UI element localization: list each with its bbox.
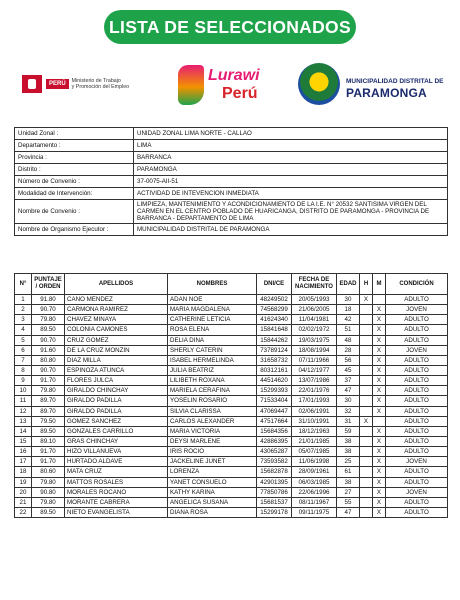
cell-apellidos: HURTADO ALDAVE	[65, 457, 168, 467]
cell-nombres: MARIA MAGDALENA	[168, 305, 257, 315]
cell-n: 6	[15, 345, 32, 355]
cell-nombres: KATHY KARINA	[168, 487, 257, 497]
cell-h: X	[360, 416, 373, 426]
cell-edad: 38	[337, 436, 360, 446]
ministry-logo	[22, 75, 129, 93]
table-row	[15, 305, 448, 315]
cell-nombres: LILIBETH ROXANA	[168, 376, 257, 386]
municipality-logo	[298, 63, 448, 113]
cell-dni: 74568299	[257, 305, 292, 315]
cell-h	[360, 447, 373, 457]
cell-nombres: ADAN NOE	[168, 295, 257, 305]
cell-fecha: 17/01/1993	[292, 396, 337, 406]
info-row	[15, 140, 448, 152]
cell-edad: 45	[337, 365, 360, 375]
info-label: Nombre de Organismo Ejecutor :	[15, 224, 134, 236]
cell-m: X	[373, 426, 386, 436]
cell-nombres: DEYSI MARLENE	[168, 436, 257, 446]
logo-banner	[0, 55, 460, 120]
cell-apellidos: MORALES ROCANO	[65, 487, 168, 497]
cell-m: X	[373, 467, 386, 477]
cell-nombres: IRIS ROCIO	[168, 447, 257, 457]
cell-puntaje: 90.80	[32, 487, 65, 497]
cell-apellidos: CARMONA RAMIREZ	[65, 305, 168, 315]
cell-n: 2	[15, 305, 32, 315]
cell-condicion: ADULTO	[386, 355, 448, 365]
cell-n: 11	[15, 396, 32, 406]
cell-nombres: DELIA DINA	[168, 335, 257, 345]
cell-n: 3	[15, 315, 32, 325]
cell-puntaje: 80.80	[32, 355, 65, 365]
info-value: BARRANCA	[134, 152, 448, 164]
cell-puntaje: 79.80	[32, 497, 65, 507]
cell-dni: 41624340	[257, 315, 292, 325]
cell-edad: 48	[337, 335, 360, 345]
cell-condicion: ADULTO	[386, 436, 448, 446]
cell-fecha: 18/08/1994	[292, 345, 337, 355]
cell-h	[360, 426, 373, 436]
cell-apellidos: MATTOS ROSALES	[65, 477, 168, 487]
cell-h	[360, 477, 373, 487]
table-row	[15, 386, 448, 396]
cell-edad: 55	[337, 497, 360, 507]
cell-edad: 42	[337, 315, 360, 325]
cell-condicion: JOVEN	[386, 457, 448, 467]
cell-dni: 42886395	[257, 436, 292, 446]
info-label: Nombre de Convenio :	[15, 200, 134, 224]
cell-m: X	[373, 345, 386, 355]
cell-m: X	[373, 507, 386, 517]
info-value: ACTIVIDAD DE INTEVENCION INMEDIATA	[134, 188, 448, 200]
cell-h	[360, 305, 373, 315]
table-row	[15, 416, 448, 426]
cell-apellidos: MORANTE CABRERA	[65, 497, 168, 507]
info-row	[15, 176, 448, 188]
table-row	[15, 497, 448, 507]
table-row	[15, 355, 448, 365]
cell-edad: 28	[337, 345, 360, 355]
cell-h	[360, 436, 373, 446]
cell-fecha: 21/06/2005	[292, 305, 337, 315]
cell-apellidos: DE LA CRUZ MONZIN	[65, 345, 168, 355]
cell-nombres: ANGELICA SUSANA	[168, 497, 257, 507]
info-label: Departamento :	[15, 140, 134, 152]
cell-condicion: ADULTO	[386, 335, 448, 345]
cell-puntaje: 89.10	[32, 436, 65, 446]
cell-edad: 38	[337, 447, 360, 457]
cell-fecha: 08/11/1967	[292, 497, 337, 507]
cell-condicion: ADULTO	[386, 477, 448, 487]
cell-n: 9	[15, 376, 32, 386]
cell-edad: 30	[337, 295, 360, 305]
cell-fecha: 31/10/1991	[292, 416, 337, 426]
cell-dni: 47517664	[257, 416, 292, 426]
cell-puntaje: 90.70	[32, 365, 65, 375]
table-row	[15, 467, 448, 477]
cell-nombres: MARIA VICTORIA	[168, 426, 257, 436]
cell-n: 19	[15, 477, 32, 487]
cell-h	[360, 335, 373, 345]
col-edad: EDAD	[337, 274, 360, 295]
cell-m: X	[373, 305, 386, 315]
cell-dni: 15682878	[257, 467, 292, 477]
info-value: PARAMONGA	[134, 164, 448, 176]
table-row	[15, 295, 448, 305]
cell-fecha: 11/04/1981	[292, 315, 337, 325]
cell-fecha: 06/03/1985	[292, 477, 337, 487]
table-row	[15, 477, 448, 487]
cell-nombres: YOSELIN ROSARIO	[168, 396, 257, 406]
cell-h	[360, 365, 373, 375]
cell-puntaje: 79.80	[32, 477, 65, 487]
cell-dni: 73789124	[257, 345, 292, 355]
cell-n: 20	[15, 487, 32, 497]
cell-n: 21	[15, 497, 32, 507]
cell-fecha: 19/03/1975	[292, 335, 337, 345]
cell-m: X	[373, 325, 386, 335]
cell-m: X	[373, 315, 386, 325]
cell-condicion: ADULTO	[386, 497, 448, 507]
cell-fecha: 28/09/1961	[292, 467, 337, 477]
cell-dni: 15299178	[257, 507, 292, 517]
ministry-name: Ministerio de Trabajo y Promoción del Empleo	[71, 77, 130, 90]
cell-condicion: ADULTO	[386, 376, 448, 386]
cell-edad: 25	[337, 457, 360, 467]
cell-puntaje: 90.70	[32, 305, 65, 315]
info-value: 37-0075-AII-51	[134, 176, 448, 188]
cell-condicion: ADULTO	[386, 386, 448, 396]
cell-n: 13	[15, 416, 32, 426]
table-row	[15, 426, 448, 436]
cell-condicion: ADULTO	[386, 396, 448, 406]
cell-n: 15	[15, 436, 32, 446]
cell-puntaje: 80.60	[32, 467, 65, 477]
cell-apellidos: GIRALDO PADILLA	[65, 406, 168, 416]
cell-edad: 32	[337, 406, 360, 416]
table-row	[15, 396, 448, 406]
cell-fecha: 22/01/1976	[292, 386, 337, 396]
cell-n: 4	[15, 325, 32, 335]
cell-h	[360, 467, 373, 477]
cell-puntaje: 89.70	[32, 406, 65, 416]
cell-fecha: 18/12/1963	[292, 426, 337, 436]
table-row	[15, 325, 448, 335]
info-row	[15, 128, 448, 140]
cell-dni: 42901395	[257, 477, 292, 487]
table-row	[15, 365, 448, 375]
col-n: N°	[15, 274, 32, 295]
peru-shield-icon	[22, 75, 42, 93]
cell-h	[360, 355, 373, 365]
cell-apellidos: NIETO EVANGELISTA	[65, 507, 168, 517]
info-label: Unidad Zonal :	[15, 128, 134, 140]
cell-h	[360, 396, 373, 406]
cell-n: 22	[15, 507, 32, 517]
cell-edad: 51	[337, 325, 360, 335]
cell-puntaje: 91.80	[32, 295, 65, 305]
cell-h	[360, 345, 373, 355]
cell-puntaje: 89.70	[32, 396, 65, 406]
cell-fecha: 02/02/1972	[292, 325, 337, 335]
cell-nombres: YANET CONSUELO	[168, 477, 257, 487]
cell-fecha: 04/12/1977	[292, 365, 337, 375]
info-label: Número de Convenio :	[15, 176, 134, 188]
cell-apellidos: HIZO VILLANUEVA	[65, 447, 168, 457]
cell-nombres: SILVIA CLARISSA	[168, 406, 257, 416]
cell-nombres: CARLOS ALEXANDER	[168, 416, 257, 426]
cell-condicion: ADULTO	[386, 426, 448, 436]
cell-puntaje: 89.50	[32, 325, 65, 335]
cell-condicion: ADULTO	[386, 507, 448, 517]
cell-condicion: ADULTO	[386, 406, 448, 416]
info-value: LIMPIEZA, MANTENIMIENTO Y ACONDICIONAMIENTO DE LA I.E. N° 20532 SANTISIMA VIRGEN DEL CARMEN EN EL CENTRO POBLADO DE HUARICANGA, DISTRITO DE PARAMONGA - PROVINCIA DE BARRANCA - DEPARTAMENTO DE LIMA	[134, 200, 448, 224]
cell-condicion: ADULTO	[386, 325, 448, 335]
table-row	[15, 335, 448, 345]
col-puntaje: PUNTAJE / ORDEN	[32, 274, 65, 295]
cell-nombres: LORENZA	[168, 467, 257, 477]
info-row	[15, 152, 448, 164]
cell-m: X	[373, 497, 386, 507]
cell-edad: 59	[337, 426, 360, 436]
table-row	[15, 487, 448, 497]
cell-m: X	[373, 365, 386, 375]
cell-dni: 15299393	[257, 386, 292, 396]
cell-dni: 48249502	[257, 295, 292, 305]
cell-apellidos: DIAZ MILLA	[65, 355, 168, 365]
cell-apellidos: ESPINOZA ATUNCA	[65, 365, 168, 375]
cell-m	[373, 416, 386, 426]
cell-edad: 47	[337, 386, 360, 396]
cell-apellidos: GONZALES CARRILLO	[65, 426, 168, 436]
cell-m: X	[373, 487, 386, 497]
cell-m	[373, 295, 386, 305]
cell-nombres: SHERLY CATERIN	[168, 345, 257, 355]
cell-dni: 15684356	[257, 426, 292, 436]
cell-n: 17	[15, 457, 32, 467]
cell-dni: 77850786	[257, 487, 292, 497]
cell-fecha: 13/07/1986	[292, 376, 337, 386]
table-row	[15, 406, 448, 416]
peru-map-icon	[178, 65, 204, 105]
cell-n: 1	[15, 295, 32, 305]
cell-nombres: CATHERINE LETICIA	[168, 315, 257, 325]
cell-h	[360, 497, 373, 507]
cell-puntaje: 91.70	[32, 457, 65, 467]
cell-apellidos: GIRALDO CHINCHAY	[65, 386, 168, 396]
cell-puntaje: 79.80	[32, 315, 65, 325]
table-row	[15, 345, 448, 355]
cell-m: X	[373, 386, 386, 396]
cell-apellidos: MATA CRUZ	[65, 467, 168, 477]
cell-puntaje: 90.70	[32, 335, 65, 345]
info-value: MUNICIPALIDAD DISTRITAL DE PARAMONGA	[134, 224, 448, 236]
cell-fecha: 07/11/1966	[292, 355, 337, 365]
cell-dni: 73593582	[257, 457, 292, 467]
cell-m: X	[373, 376, 386, 386]
cell-apellidos: CANO MENDEZ	[65, 295, 168, 305]
page-title: LISTA DE SELECCIONADOS	[104, 10, 356, 44]
cell-dni: 15841648	[257, 325, 292, 335]
cell-edad: 30	[337, 396, 360, 406]
cell-m: X	[373, 406, 386, 416]
cell-h	[360, 487, 373, 497]
info-value: UNIDAD ZONAL LIMA NORTE - CALLAO	[134, 128, 448, 140]
selected-list-table	[14, 273, 448, 518]
cell-condicion: ADULTO	[386, 467, 448, 477]
cell-fecha: 09/11/1975	[292, 507, 337, 517]
cell-n: 16	[15, 447, 32, 457]
cell-apellidos: GOMEZ SANCHEZ	[65, 416, 168, 426]
table-header-row	[15, 274, 448, 295]
table-row	[15, 507, 448, 517]
table-row	[15, 436, 448, 446]
cell-fecha: 20/05/1993	[292, 295, 337, 305]
municipal-seal-icon	[298, 63, 340, 105]
cell-h: X	[360, 295, 373, 305]
table-row	[15, 315, 448, 325]
cell-puntaje: 79.80	[32, 386, 65, 396]
cell-dni: 80312161	[257, 365, 292, 375]
cell-dni: 47069447	[257, 406, 292, 416]
cell-edad: 37	[337, 376, 360, 386]
cell-edad: 27	[337, 487, 360, 497]
cell-apellidos: COLONIA CAMONES	[65, 325, 168, 335]
info-label: Distrito :	[15, 164, 134, 176]
cell-puntaje: 91.70	[32, 447, 65, 457]
col-nombres: NOMBRES	[168, 274, 257, 295]
cell-dni: 15844262	[257, 335, 292, 345]
col-apellidos: APELLIDOS	[65, 274, 168, 295]
info-row	[15, 224, 448, 236]
lurawi-text: Lurawi	[208, 67, 260, 84]
cell-edad: 18	[337, 305, 360, 315]
col-h: H	[360, 274, 373, 295]
cell-m: X	[373, 436, 386, 446]
info-row	[15, 164, 448, 176]
cell-h	[360, 376, 373, 386]
cell-fecha: 11/06/1998	[292, 457, 337, 467]
cell-apellidos: FLORES JULCA	[65, 376, 168, 386]
cell-condicion: ADULTO	[386, 315, 448, 325]
cell-dni: 15681537	[257, 497, 292, 507]
ministry-country: PERÚ	[46, 79, 69, 89]
cell-puntaje: 91.60	[32, 345, 65, 355]
cell-edad: 61	[337, 467, 360, 477]
cell-n: 7	[15, 355, 32, 365]
convenio-info-table	[14, 127, 448, 236]
municipality-label: MUNICIPALIDAD DISTRITAL DE	[346, 78, 444, 85]
cell-apellidos: GRAS CHINCHAY	[65, 436, 168, 446]
cell-condicion: JOVEN	[386, 487, 448, 497]
cell-condicion: JOVEN	[386, 305, 448, 315]
info-value: LIMA	[134, 140, 448, 152]
cell-apellidos: CHAVEZ MINAYA	[65, 315, 168, 325]
cell-apellidos: GIRALDO PADILLA	[65, 396, 168, 406]
cell-dni: 71533404	[257, 396, 292, 406]
cell-n: 5	[15, 335, 32, 345]
peru-text: Perú	[222, 85, 258, 102]
cell-nombres: JULIA BEATRIZ	[168, 365, 257, 375]
cell-puntaje: 79.50	[32, 416, 65, 426]
cell-n: 18	[15, 467, 32, 477]
cell-dni: 43065287	[257, 447, 292, 457]
cell-m: X	[373, 477, 386, 487]
cell-n: 8	[15, 365, 32, 375]
cell-fecha: 02/06/1991	[292, 406, 337, 416]
cell-h	[360, 406, 373, 416]
table-row	[15, 457, 448, 467]
cell-puntaje: 89.50	[32, 507, 65, 517]
cell-edad: 38	[337, 477, 360, 487]
cell-m: X	[373, 447, 386, 457]
cell-m: X	[373, 355, 386, 365]
cell-condicion: ADULTO	[386, 365, 448, 375]
cell-puntaje: 91.70	[32, 376, 65, 386]
cell-edad: 56	[337, 355, 360, 365]
cell-n: 12	[15, 406, 32, 416]
cell-h	[360, 386, 373, 396]
cell-m: X	[373, 396, 386, 406]
table-row	[15, 376, 448, 386]
col-condicion: CONDICIÓN	[386, 274, 448, 295]
col-dni: DNI/CE	[257, 274, 292, 295]
cell-edad: 47	[337, 507, 360, 517]
cell-n: 14	[15, 426, 32, 436]
cell-h	[360, 325, 373, 335]
municipality-name: PARAMONGA	[346, 86, 427, 100]
info-row	[15, 200, 448, 224]
cell-condicion: ADULTO	[386, 295, 448, 305]
cell-fecha: 21/01/1985	[292, 436, 337, 446]
lurawi-peru-logo	[178, 61, 264, 111]
cell-edad: 31	[337, 416, 360, 426]
cell-h	[360, 507, 373, 517]
col-fecha: FECHA DE NACIMIENTO	[292, 274, 337, 295]
cell-m: X	[373, 335, 386, 345]
table-row	[15, 447, 448, 457]
cell-fecha: 05/07/1985	[292, 447, 337, 457]
cell-fecha: 22/06/1996	[292, 487, 337, 497]
cell-nombres: ISABEL HERMELINDA	[168, 355, 257, 365]
cell-nombres: ROSA ELENA	[168, 325, 257, 335]
info-row	[15, 188, 448, 200]
cell-condicion: ADULTO	[386, 447, 448, 457]
cell-n: 10	[15, 386, 32, 396]
cell-apellidos: CRUZ GOMEZ	[65, 335, 168, 345]
cell-condicion: JOVEN	[386, 345, 448, 355]
cell-h	[360, 457, 373, 467]
cell-condicion: ADULTO	[386, 416, 448, 426]
cell-m: X	[373, 457, 386, 467]
info-label: Modalidad de Intervención:	[15, 188, 134, 200]
info-label: Provincia :	[15, 152, 134, 164]
cell-dni: 31658732	[257, 355, 292, 365]
cell-nombres: MARIELA CERAFINA	[168, 386, 257, 396]
cell-nombres: DIANA ROSA	[168, 507, 257, 517]
cell-h	[360, 315, 373, 325]
col-m: M	[373, 274, 386, 295]
cell-nombres: JACKELINE JUNET	[168, 457, 257, 467]
cell-dni: 44514620	[257, 376, 292, 386]
cell-puntaje: 89.50	[32, 426, 65, 436]
